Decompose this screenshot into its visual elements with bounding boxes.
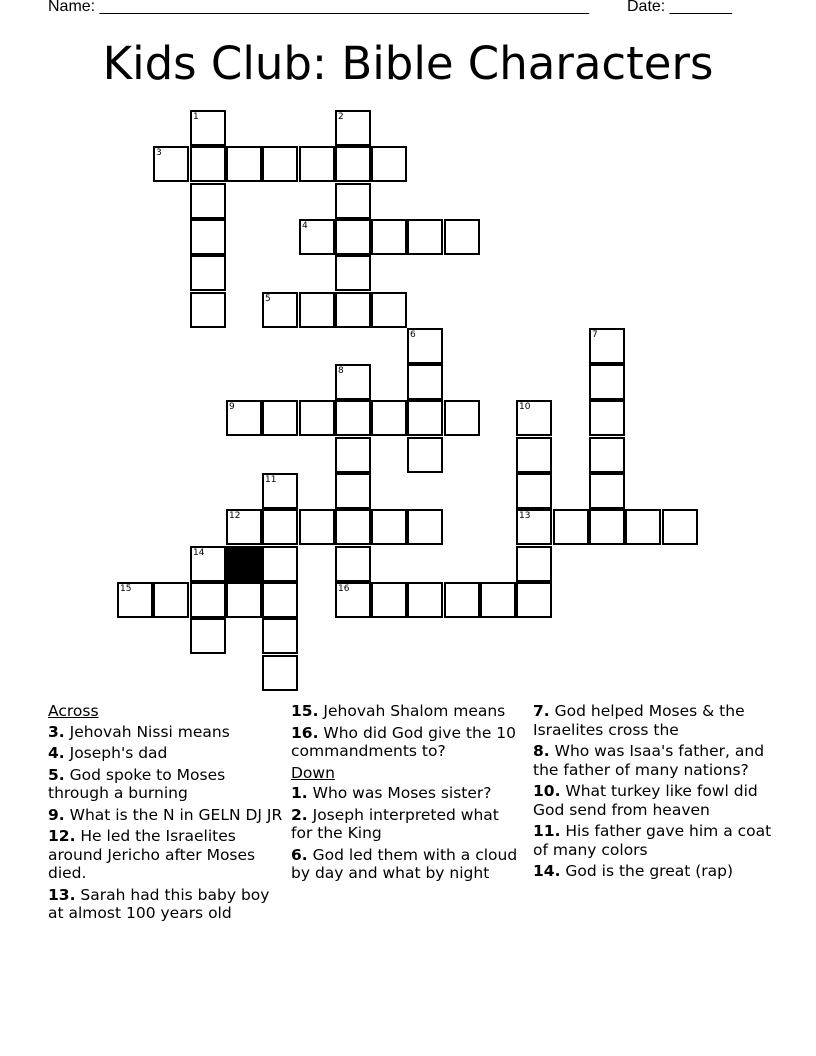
grid-cell[interactable] bbox=[407, 400, 443, 436]
name-field[interactable]: Name: _______________________________________________________ bbox=[48, 0, 589, 15]
clue-column-3 bbox=[533, 702, 773, 884]
clue-across-5: 5. God spoke to Moses through a burning bbox=[48, 765, 226, 802]
grid-cell[interactable] bbox=[335, 509, 371, 545]
grid-cell[interactable] bbox=[335, 473, 371, 509]
clue-across-15: 15. Jehovah Shalom means bbox=[291, 702, 506, 720]
grid-cell[interactable] bbox=[371, 292, 407, 328]
grid-cell[interactable] bbox=[444, 400, 480, 436]
cell-number: 4 bbox=[302, 221, 308, 231]
cell-number: 13 bbox=[519, 511, 531, 521]
cell-number: 16 bbox=[338, 584, 350, 594]
clue-down-1: 1. Who was Moses sister? bbox=[291, 784, 492, 802]
cell-number: 5 bbox=[265, 294, 271, 304]
grid-cell[interactable] bbox=[335, 364, 371, 400]
cell-number: 14 bbox=[193, 548, 205, 558]
grid-cell[interactable] bbox=[226, 400, 262, 436]
clue-down-11: 11. His father gave him a coat of many colors bbox=[533, 822, 772, 859]
down-heading: Down bbox=[291, 763, 335, 782]
grid-cell[interactable] bbox=[262, 655, 298, 691]
grid-cell[interactable] bbox=[153, 582, 189, 618]
grid-cell[interactable] bbox=[444, 582, 480, 618]
grid-cell[interactable] bbox=[335, 183, 371, 219]
shaded-cell bbox=[226, 546, 262, 582]
grid-cell[interactable] bbox=[299, 400, 335, 436]
grid-cell[interactable] bbox=[335, 110, 371, 146]
grid-cell[interactable] bbox=[335, 437, 371, 473]
grid-cell[interactable] bbox=[553, 509, 589, 545]
grid-cell[interactable] bbox=[299, 219, 335, 255]
date-field[interactable]: Date: _______ bbox=[627, 0, 732, 15]
cell-number: 9 bbox=[229, 402, 235, 412]
grid-cell[interactable] bbox=[407, 509, 443, 545]
clue-down-8: 8. Who was Isaa's father, and the father of many nations? bbox=[533, 742, 765, 779]
clue-across-13: 13. Sarah had this baby boy at almost 100 years old bbox=[48, 885, 270, 922]
grid-cell[interactable] bbox=[444, 219, 480, 255]
clue-down-7: 7. God helped Moses & the Israelites cross the bbox=[533, 702, 745, 739]
grid-cell[interactable] bbox=[299, 292, 335, 328]
grid-cell[interactable] bbox=[407, 437, 443, 473]
grid-cell[interactable] bbox=[262, 400, 298, 436]
grid-cell[interactable] bbox=[262, 509, 298, 545]
grid-cell[interactable] bbox=[299, 146, 335, 182]
grid-cell[interactable] bbox=[262, 546, 298, 582]
grid-cell[interactable] bbox=[226, 146, 262, 182]
grid-cell[interactable] bbox=[190, 582, 226, 618]
grid-cell[interactable] bbox=[371, 582, 407, 618]
grid-cell[interactable] bbox=[589, 400, 625, 436]
grid-cell[interactable] bbox=[153, 146, 189, 182]
grid-cell[interactable] bbox=[407, 364, 443, 400]
cell-number: 7 bbox=[592, 330, 598, 340]
cell-number: 15 bbox=[120, 584, 132, 594]
grid-cell[interactable] bbox=[190, 292, 226, 328]
grid-cell[interactable] bbox=[190, 618, 226, 654]
cell-number: 12 bbox=[229, 511, 241, 521]
grid-cell[interactable] bbox=[516, 582, 552, 618]
grid-cell[interactable] bbox=[190, 546, 226, 582]
grid-cell[interactable] bbox=[335, 255, 371, 291]
grid-cell[interactable] bbox=[589, 437, 625, 473]
grid-cell[interactable] bbox=[371, 400, 407, 436]
clue-across-3: 3. Jehovah Nissi means bbox=[48, 722, 230, 741]
cell-number: 10 bbox=[519, 402, 531, 412]
grid-cell[interactable] bbox=[262, 582, 298, 618]
clue-across-4: 4. Joseph's dad bbox=[48, 744, 168, 762]
clue-down-2: 2. Joseph interpreted what for the King bbox=[291, 805, 499, 842]
clue-across-12: 12. He led the Israelites around Jericho after Moses died. bbox=[48, 827, 256, 882]
clue-down-14: 14. God is the great (rap) bbox=[533, 862, 734, 880]
clue-column-1 bbox=[48, 702, 284, 926]
grid-cell[interactable] bbox=[407, 328, 443, 364]
clue-column-2 bbox=[291, 702, 521, 886]
grid-cell[interactable] bbox=[516, 509, 552, 545]
grid-cell[interactable] bbox=[262, 146, 298, 182]
page-title: Kids Club: Bible Characters bbox=[102, 37, 714, 90]
grid-cell[interactable] bbox=[335, 146, 371, 182]
grid-cell[interactable] bbox=[226, 509, 262, 545]
across-heading: Across bbox=[48, 702, 99, 720]
grid-cell[interactable] bbox=[516, 400, 552, 436]
grid-cell[interactable] bbox=[371, 509, 407, 545]
grid-cell[interactable] bbox=[589, 509, 625, 545]
grid-cell[interactable] bbox=[299, 509, 335, 545]
clue-down-10: 10. What turkey like fowl did God send from heaven bbox=[533, 782, 758, 819]
cell-number: 1 bbox=[193, 112, 199, 122]
grid-cell[interactable] bbox=[117, 582, 153, 618]
grid-cell[interactable] bbox=[480, 582, 516, 618]
grid-cell[interactable] bbox=[516, 546, 552, 582]
grid-cell[interactable] bbox=[190, 255, 226, 291]
grid-cell[interactable] bbox=[516, 437, 552, 473]
grid-cell[interactable] bbox=[662, 509, 698, 545]
grid-cell[interactable] bbox=[190, 183, 226, 219]
cell-number: 3 bbox=[156, 148, 162, 158]
grid-cell[interactable] bbox=[190, 146, 226, 182]
grid-cell[interactable] bbox=[335, 546, 371, 582]
grid-cell[interactable] bbox=[407, 582, 443, 618]
grid-cell[interactable] bbox=[262, 292, 298, 328]
grid-cell[interactable] bbox=[190, 219, 226, 255]
grid-cell[interactable] bbox=[335, 292, 371, 328]
grid-cell[interactable] bbox=[371, 219, 407, 255]
grid-cell[interactable] bbox=[516, 473, 552, 509]
clue-across-9: 9. What is the N in GELN DJ JR bbox=[48, 805, 283, 824]
grid-cell[interactable] bbox=[190, 110, 226, 146]
grid-cell[interactable] bbox=[262, 473, 298, 509]
grid-cell[interactable] bbox=[335, 400, 371, 436]
clue-across-16: 16. Who did God give the 10 commandments to? bbox=[291, 723, 517, 760]
grid-cell[interactable] bbox=[226, 582, 262, 618]
cell-number: 8 bbox=[338, 366, 344, 376]
grid-cell[interactable] bbox=[335, 582, 371, 618]
grid-cell[interactable] bbox=[371, 146, 407, 182]
grid-cell[interactable] bbox=[407, 219, 443, 255]
grid-cell[interactable] bbox=[262, 618, 298, 654]
grid-cell[interactable] bbox=[589, 328, 625, 364]
grid-cell[interactable] bbox=[589, 473, 625, 509]
cell-number: 11 bbox=[265, 475, 277, 485]
clue-down-6: 6. God led them with a cloud by day and what by night bbox=[291, 845, 518, 882]
cell-number: 2 bbox=[338, 112, 344, 122]
cell-number: 6 bbox=[410, 330, 416, 340]
grid-cell[interactable] bbox=[625, 509, 661, 545]
grid-cell[interactable] bbox=[589, 364, 625, 400]
grid-cell[interactable] bbox=[335, 219, 371, 255]
